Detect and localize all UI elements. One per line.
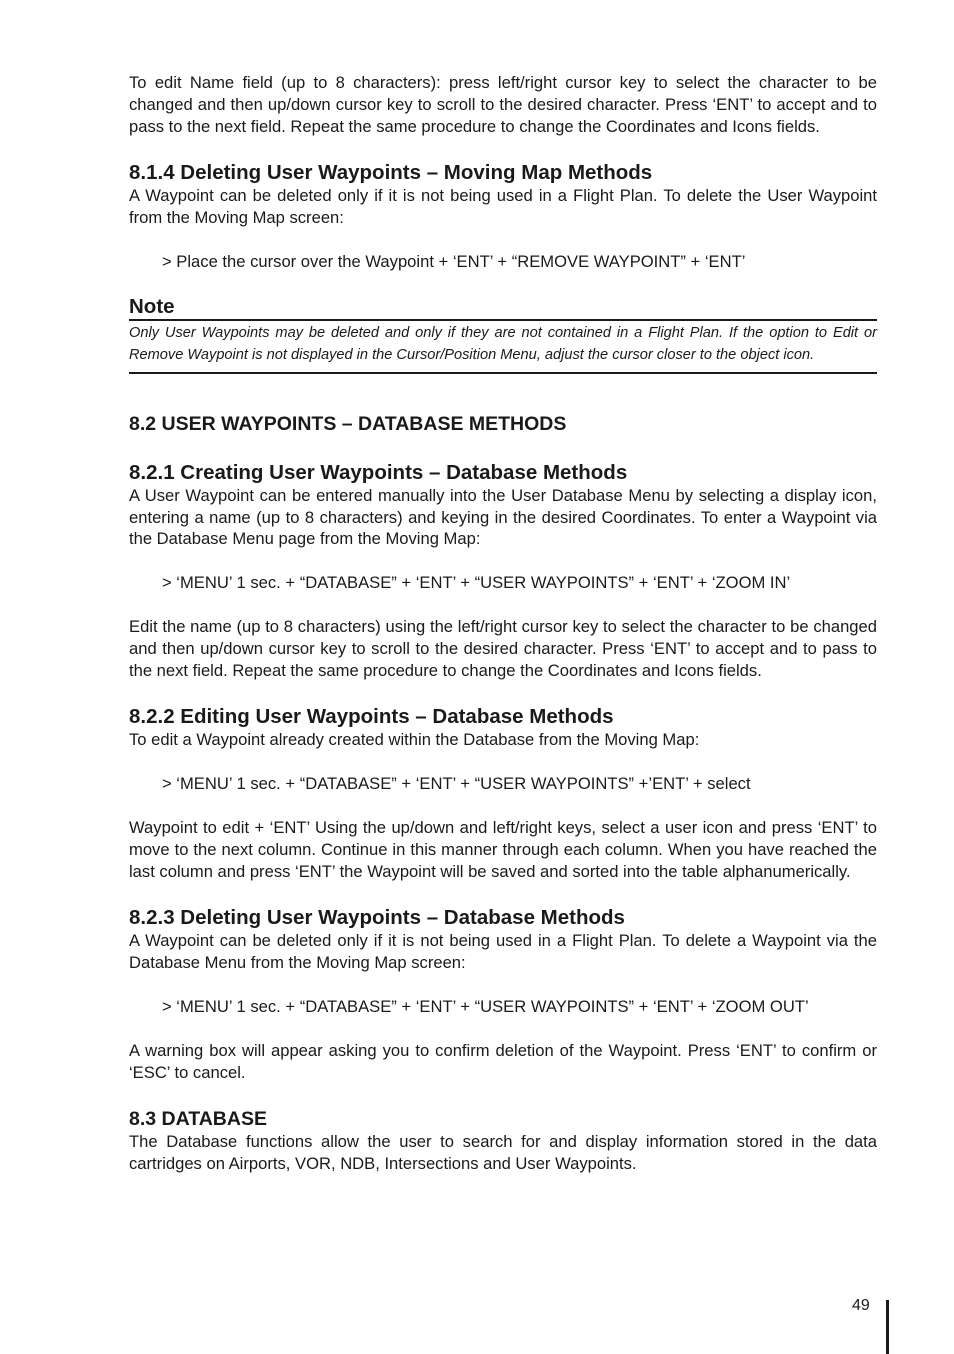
document-page [129, 72, 877, 1175]
section-8-3-body: The Database functions allow the user to search for and display information stored in the data cartridges on Airports, VOR, NDB, Intersections and User Waypoints. [129, 1132, 877, 1174]
note-title: Note [129, 295, 877, 321]
section-8-3-heading: 8.3 DATABASE [129, 1108, 267, 1131]
section-8-2-2-command: > ‘MENU’ 1 sec. + “DATABASE” + ‘ENT’ + “USER WAYPOINTS” +’ENT’ + select [162, 774, 751, 794]
section-8-2-1-after: Edit the name (up to 8 characters) using the left/right cursor key to select the character to be changed and then up/down cursor key to scroll to the desired character. Press ‘ENT’ to accept and to pass to the next field. Repeat the same procedure to change the Coordinates and Icons fields. [129, 616, 877, 680]
section-8-1-4-body: A Waypoint can be deleted only if it is not being used in a Flight Plan. To delete the User Waypoint from the Moving Map screen: [129, 186, 877, 228]
section-8-2-2-heading: 8.2.2 Editing User Waypoints – Database Methods [129, 705, 614, 729]
section-8-2-2-after: Waypoint to edit + ‘ENT’ Using the up/down and left/right keys, select a user icon and press ‘ENT’ to move to the next column. Continue in this manner through each column. When you have reached the last column and press ‘ENT’ the Waypoint will be saved and sorted into the table alphanumerically. [129, 817, 877, 881]
section-8-2-heading: 8.2 USER WAYPOINTS – DATABASE METHODS [129, 412, 567, 435]
page-number: 49 [852, 1297, 870, 1314]
section-8-2-1-command: > ‘MENU’ 1 sec. + “DATABASE” + ‘ENT’ + “USER WAYPOINTS” + ‘ENT’ + ‘ZOOM IN’ [162, 573, 791, 593]
section-8-2-2-body: To edit a Waypoint already created within the Database from the Moving Map: [129, 730, 700, 750]
section-8-2-1-body: A User Waypoint can be entered manually into the User Database Menu by selecting a display icon, entering a name (up to 8 characters) and keying in the desired Coordinates. To enter a Waypoint via the Database Menu page from the Moving Map: [129, 485, 877, 549]
section-8-2-3-heading: 8.2.3 Deleting User Waypoints – Database Methods [129, 906, 625, 930]
margin-bar [886, 1300, 889, 1354]
section-8-1-4-heading: 8.1.4 Deleting User Waypoints – Moving Map Methods [129, 161, 653, 185]
note-body: Only User Waypoints may be deleted and only if they are not contained in a Flight Plan. If the option to Edit or Remove Waypoint is not displayed in the Cursor/Position Menu, adjust the cursor closer to the object icon. [129, 321, 877, 374]
section-8-2-3-body: A Waypoint can be deleted only if it is not being used in a Flight Plan. To delete a Waypoint via the Database Menu from the Moving Map screen: [129, 931, 877, 973]
section-8-1-4-command: > Place the cursor over the Waypoint + ‘ENT’ + “REMOVE WAYPOINT” + ‘ENT’ [162, 251, 746, 271]
section-8-2-1-heading: 8.2.1 Creating User Waypoints – Database Methods [129, 460, 628, 484]
section-8-2-3-after: A warning box will appear asking you to confirm deletion of the Waypoint. Press ‘ENT’ to confirm or ‘ESC’ to cancel. [129, 1040, 877, 1082]
intro-paragraph: To edit Name field (up to 8 characters): press left/right cursor key to select the character to be changed and then up/down cursor key to scroll to the desired character. Press ‘ENT’ to accept and to pass to the next field. Repeat the same procedure to change the Coordinates and Icons fields. [129, 73, 877, 136]
section-8-2-3-command: > ‘MENU’ 1 sec. + “DATABASE” + ‘ENT’ + “USER WAYPOINTS” + ‘ENT’ + ‘ZOOM OUT’ [162, 996, 809, 1016]
